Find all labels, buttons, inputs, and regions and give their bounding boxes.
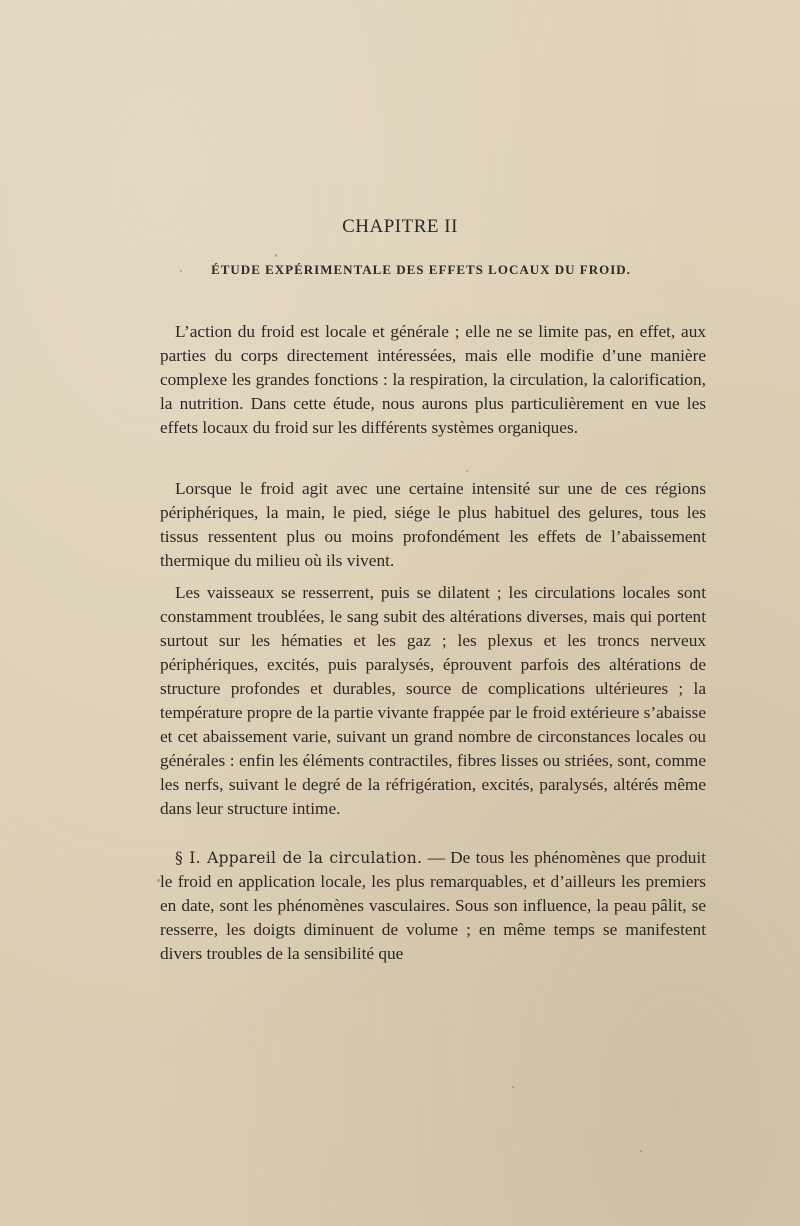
paragraph-3: Les vaisseaux se resserrent, puis se dilatent ; les circulations locales sont constamment troublées, le sang subit des altérations diverses, mais qui portent surtout sur les hématies et les gaz ; les plexus et les troncs nerveux périphériques, excités, puis paralysés, éprouvent parfois des altérations de structure profondes et durables, source de complications ultérieures ; la température propre de la partie vivante frappée par le froid extérieure s’abaisse et cet abaissement varie, suivant un grand nombre de circonstances locales ou générales : enfin les éléments contractiles, fibres lisses ou striées, sont, comme les nerfs, suivant le degré de la réfrigération, excités, paralysés, altérés même dans leur structure intime. <box>160 583 706 818</box>
paragraph-1-block <box>160 320 706 440</box>
section-block <box>160 846 706 966</box>
chapter-subtitle: ÉTUDE EXPÉRIMENTALE DES EFFETS LOCAUX DU FROID. <box>211 262 631 277</box>
paper-speck <box>640 1150 642 1152</box>
section-heading: § I. Appareil de la circulation. <box>175 849 423 867</box>
paragraph-3-block <box>160 581 706 821</box>
section-text: — De tous les phénomènes que produit le froid en application locale, les plus remarquables, et d’ailleurs les premiers en date, sont les phénomènes vasculaires. Sous son influence, la peau pâlit, se resserre, les doigts diminuent de volume ; en même temps se manifestent divers troubles de la sensibilité que <box>160 848 706 963</box>
paper-speck <box>512 1086 514 1088</box>
paragraph-2: Lorsque le froid agit avec une certaine intensité sur une de ces régions périphériques, la main, le pied, siége le plus habituel des gelures, tous les tissus ressentent plus ou moins profondément les effets de l’abaissement thermique du milieu où ils vivent. <box>160 479 706 570</box>
paper-speck <box>157 879 160 882</box>
paragraph-1: L’action du froid est locale et générale ; elle ne se limite pas, en effet, aux parties du corps directement intéressées, mais elle modifie d’une manière complexe les grandes fonctions : la respiration, la circulation, la calorification, la nutrition. Dans cette étude, nous aurons plus particulièrement en vue les effets locaux du froid sur les différents systèmes organiques. <box>160 322 706 437</box>
chapter-title: CHAPITRE II <box>342 216 458 237</box>
paper-speck <box>466 470 468 472</box>
paper-speck <box>180 270 182 272</box>
section-paragraph <box>160 846 706 966</box>
paragraph-2-block <box>160 477 706 573</box>
paper-speck <box>275 254 277 257</box>
